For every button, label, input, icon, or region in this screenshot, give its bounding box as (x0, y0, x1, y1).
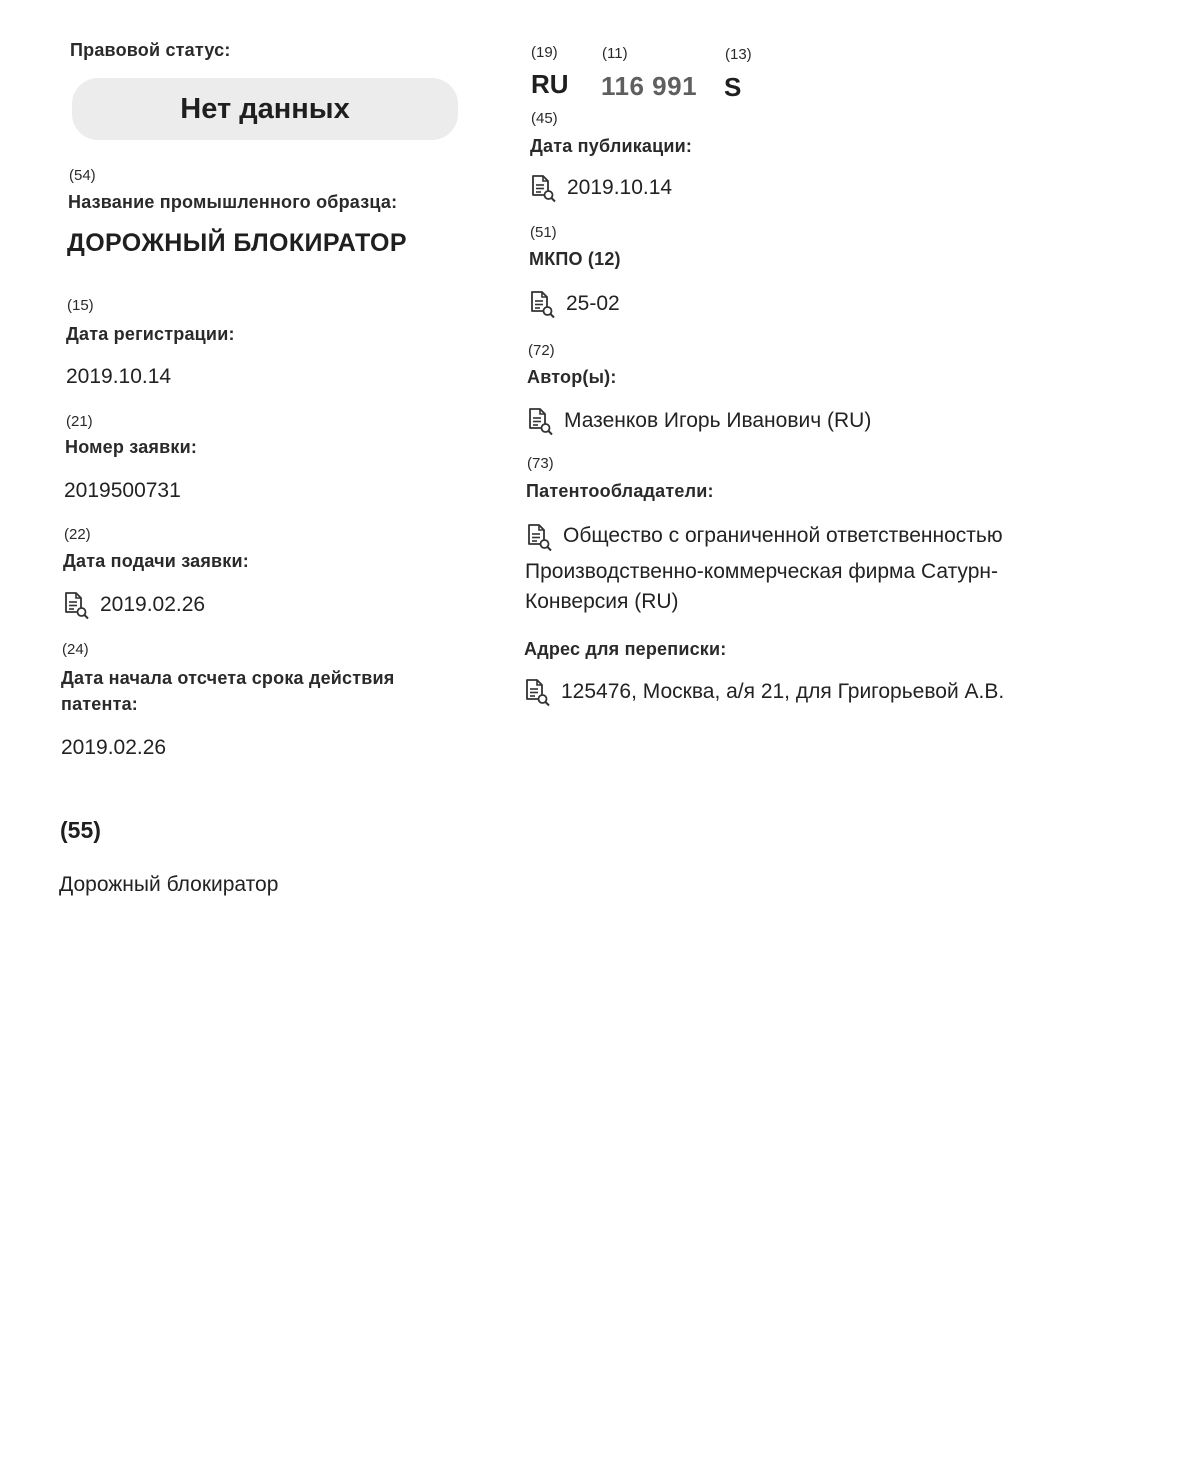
legal-status-box (72, 78, 458, 140)
document-search-icon[interactable] (529, 173, 557, 203)
patent-number: 116 991 (601, 71, 698, 101)
kind-code-label: (13) (725, 46, 752, 63)
publication-date-row (529, 173, 672, 203)
classification-code: (51) (530, 224, 557, 241)
term-start-value: 2019.02.26 (61, 736, 167, 759)
holders-label: Патентообладатели: (526, 481, 714, 501)
publication-date-value: 2019.10.14 (567, 176, 673, 199)
application-number-label: Номер заявки: (65, 437, 198, 457)
country-code-label: (19) (531, 44, 558, 61)
kind-value: S (724, 72, 742, 102)
term-start-label-line1: Дата начала отсчета срока действия (61, 668, 395, 688)
publication-date-code: (45) (531, 110, 558, 127)
authors-code: (72) (528, 342, 555, 359)
title-code: (54) (69, 167, 96, 184)
document-search-icon[interactable] (525, 522, 553, 552)
description-value: Дорожный блокиратор (59, 873, 279, 896)
document-search-icon[interactable] (523, 677, 551, 707)
authors-label: Автор(ы): (527, 367, 617, 387)
document-search-icon[interactable] (528, 289, 556, 319)
classification-row (528, 289, 620, 319)
classification-value: 25-02 (566, 292, 620, 315)
term-start-code: (24) (62, 641, 89, 658)
term-start-label-line2: патента: (61, 694, 139, 714)
design-title: ДОРОЖНЫЙ БЛОКИРАТОР (67, 229, 407, 257)
application-number-code: (21) (66, 413, 93, 430)
filing-date-value: 2019.02.26 (100, 593, 206, 616)
title-label: Название промышленного образца: (68, 192, 398, 212)
address-value: 125476, Москва, а/я 21, для Григорьевой А.В. (561, 680, 1005, 703)
legal-status-value: Нет данных (180, 92, 350, 125)
holders-line2: Производственно-коммерческая фирма Сатурн- (525, 560, 998, 583)
document-search-icon[interactable] (62, 590, 90, 620)
description-code: (55) (60, 817, 101, 843)
holders-line1: Общество с ограниченной ответственностью (563, 524, 1003, 547)
registration-date-value: 2019.10.14 (66, 365, 172, 388)
number-code-label: (11) (602, 45, 628, 62)
authors-row (526, 406, 871, 436)
filing-date-code: (22) (64, 526, 91, 543)
registration-date-label: Дата регистрации: (66, 324, 235, 344)
authors-value: Мазенков Игорь Иванович (RU) (564, 409, 872, 432)
legal-status-label: Правовой статус: (70, 40, 231, 60)
country-value: RU (531, 69, 569, 99)
registration-date-code: (15) (67, 297, 94, 314)
holders-line3: Конверсия (RU) (525, 590, 679, 613)
filing-date-row (62, 590, 205, 620)
filing-date-label: Дата подачи заявки: (63, 551, 249, 571)
holders-row (525, 520, 1103, 552)
address-label: Адрес для переписки: (524, 639, 727, 659)
holders-code: (73) (527, 455, 554, 472)
application-number-value: 2019500731 (64, 479, 181, 502)
classification-label: МКПО (12) (529, 249, 621, 269)
document-search-icon[interactable] (526, 406, 554, 436)
publication-date-label: Дата публикации: (530, 136, 693, 156)
address-row (523, 677, 1004, 707)
